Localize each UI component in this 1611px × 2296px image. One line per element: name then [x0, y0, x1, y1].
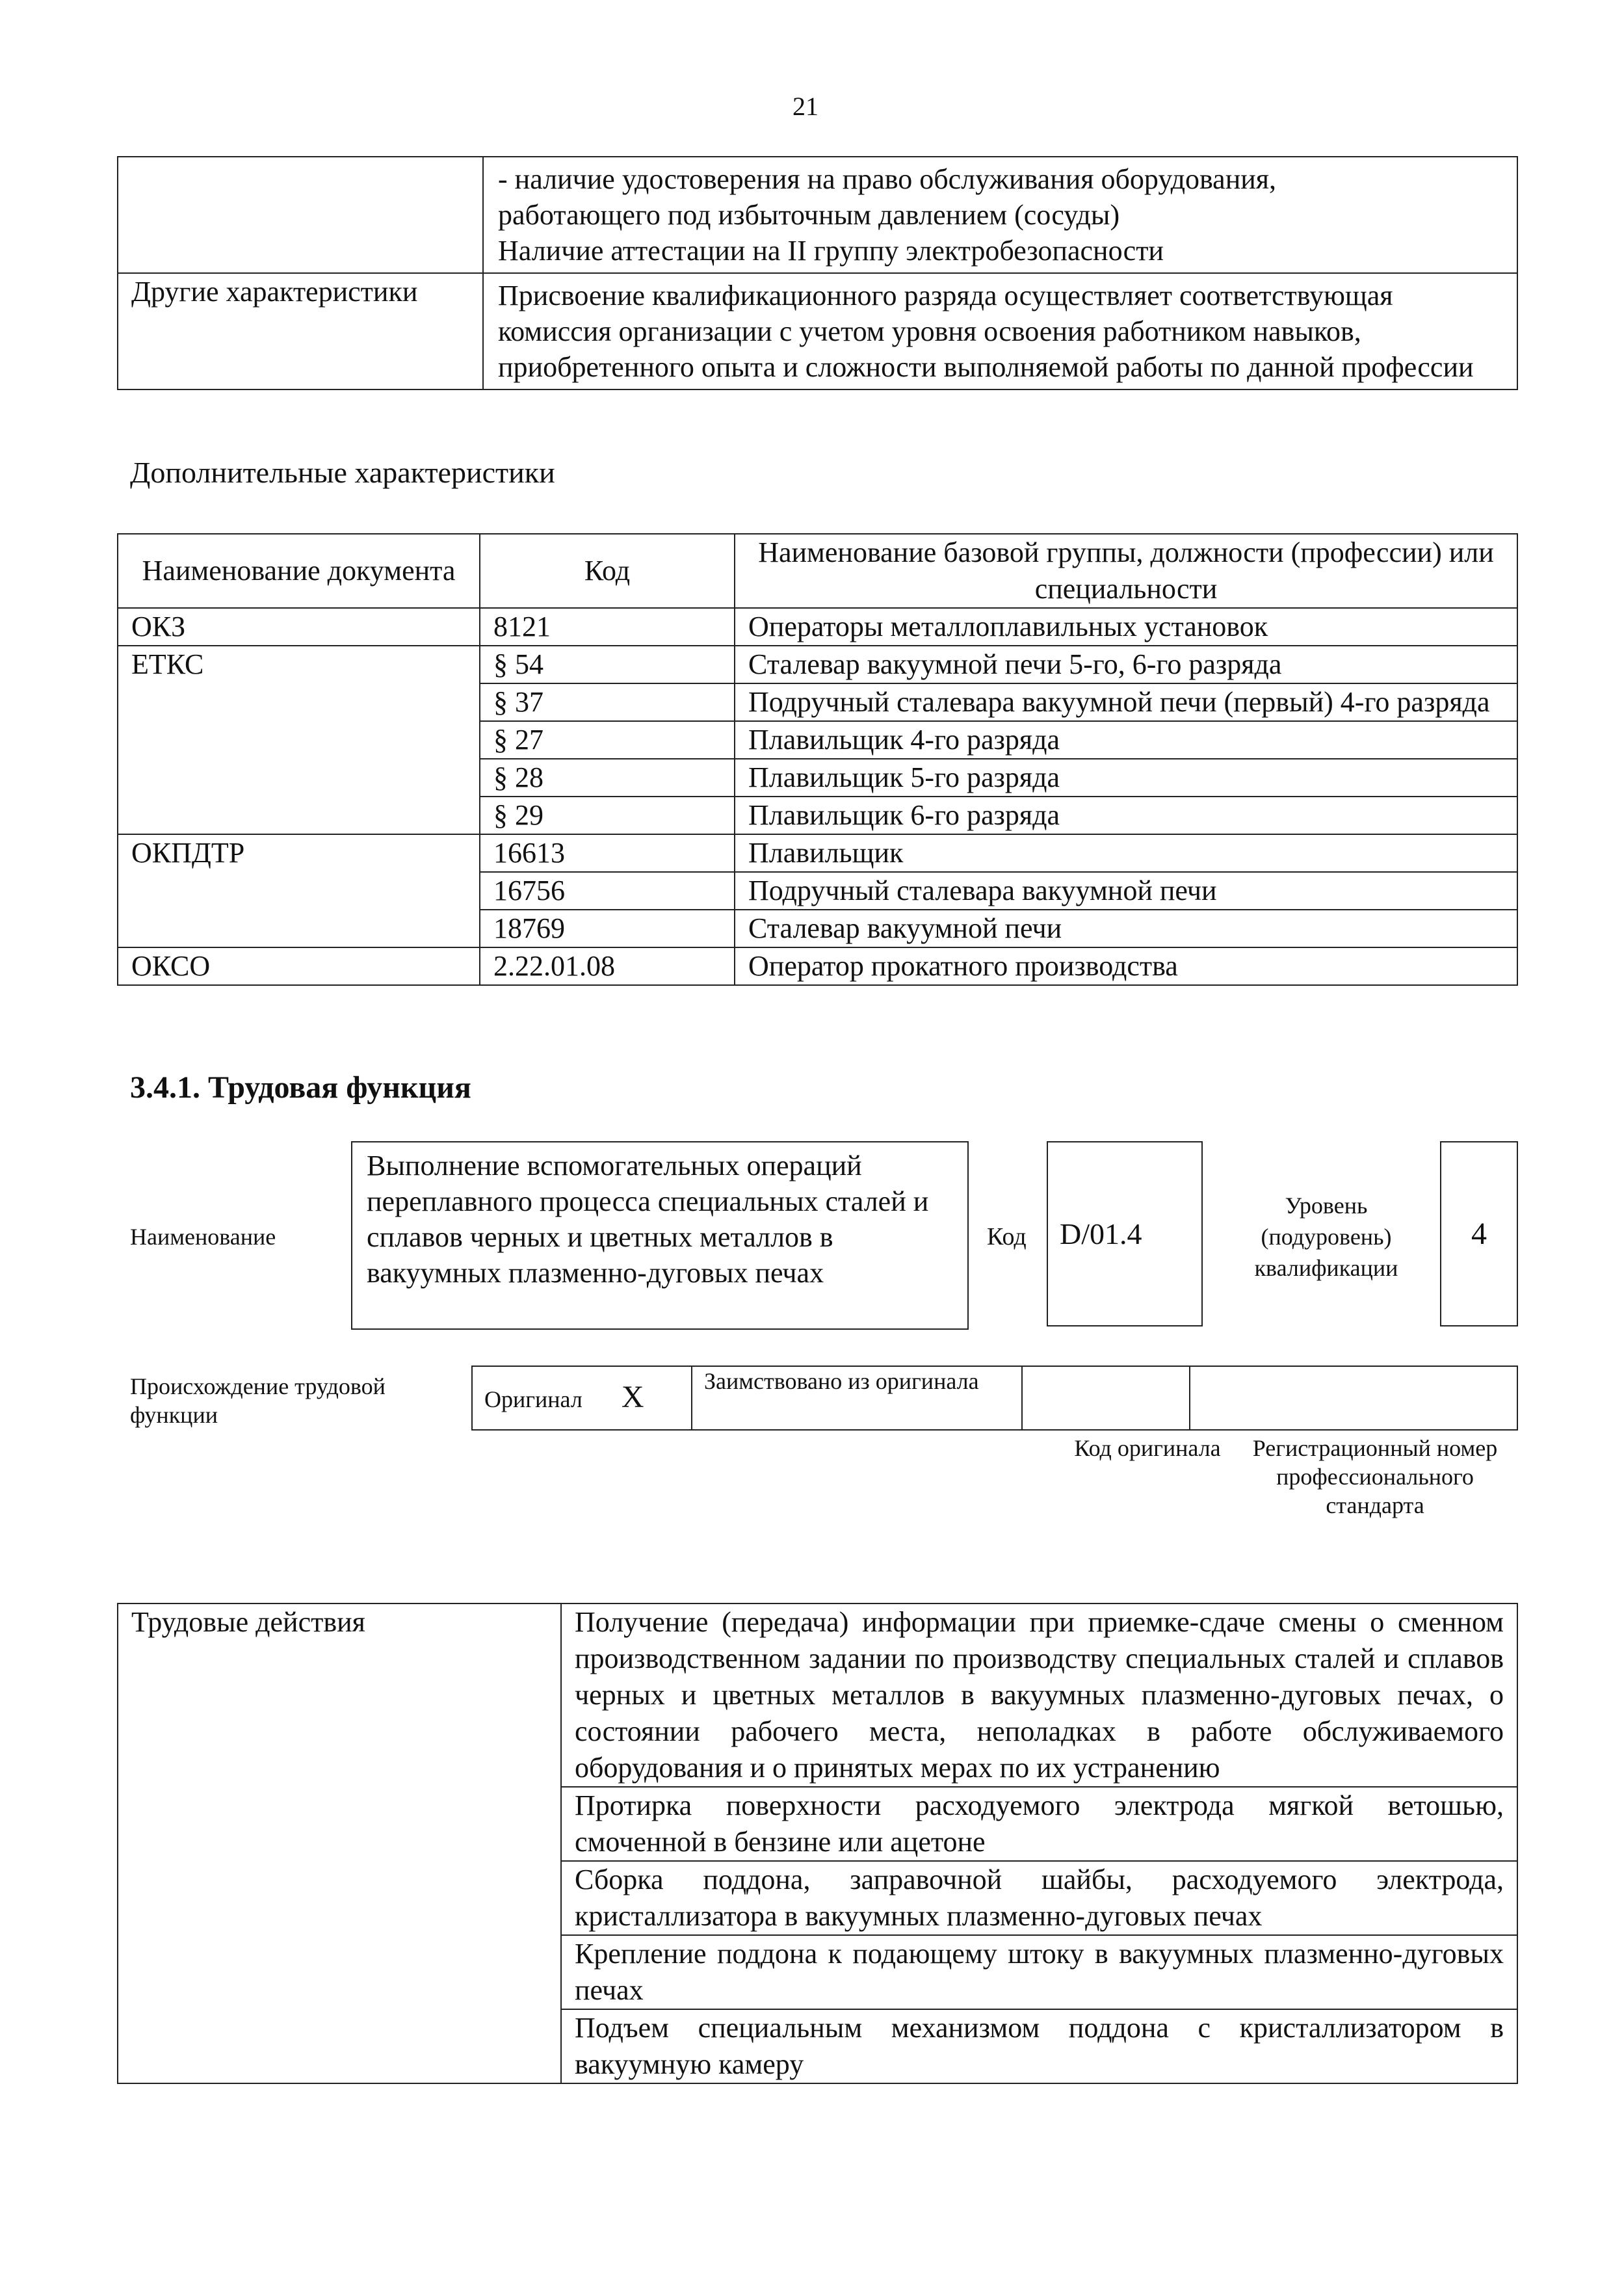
table-row — [118, 273, 1517, 389]
labour-action-item: Подъем специальным механизмом поддона с кристаллизатором в вакуумную камеру — [561, 2009, 1517, 2083]
requirements-empty-cell — [118, 157, 483, 273]
code-cell: § 37 — [480, 683, 735, 721]
table-row — [118, 608, 1517, 646]
code-cell: § 28 — [480, 759, 735, 797]
requirements-table — [117, 156, 1518, 390]
doc-cell: ЕТКС — [118, 646, 480, 834]
table-row — [472, 1366, 1517, 1430]
original-code-caption: Код оригинала — [1074, 1435, 1221, 1461]
labour-actions-label: Трудовые действия — [118, 1603, 561, 2083]
name-cell: Оператор прокатного производства — [735, 947, 1517, 985]
qualification-level-box: 4 — [1440, 1141, 1518, 1326]
name-cell: Плавильщик 6-го разряда — [735, 797, 1517, 834]
name-cell: Подручный сталевара вакуумной печи — [735, 872, 1517, 910]
original-label: Оригинал — [484, 1386, 583, 1412]
labour-action-item: Протирка поверхности расходуемого электрода мягкой ветошью, смоченной в бензине или ацетоне — [561, 1787, 1517, 1861]
code-cell: 8121 — [480, 608, 735, 646]
requirements-line: - наличие удостоверения на право обслуживания оборудования, — [498, 163, 1277, 195]
table-header-row — [118, 534, 1517, 608]
table-row — [118, 947, 1517, 985]
doc-cell: ОКПДТР — [118, 834, 480, 947]
requirements-text-cell — [483, 157, 1517, 273]
labour-action-item: Сборка поддона, заправочной шайбы, расходуемого электрода, кристаллизатора в вакуумных плазменно-дуговых печах — [561, 1861, 1517, 1935]
name-cell: Плавильщик — [735, 834, 1517, 872]
code-cell: § 29 — [480, 797, 735, 834]
header-code: Код — [480, 534, 735, 608]
labour-actions-table — [117, 1603, 1518, 2084]
code-cell: § 27 — [480, 721, 735, 759]
labour-action-item: Получение (передача) информации при приемке-сдаче смены о сменном производственном задании по производству специальных сталей и сплавов черных и цветных металлов в вакуумных плазменно-дуговых печах, о состоянии рабочего места, неполадках в работе обслуживаемого оборудования и о принятых мерах по их устранению — [561, 1603, 1517, 1787]
function-origin-label: Происхождение трудовой функции — [130, 1373, 386, 1428]
other-characteristics-label: Другие характеристики — [118, 273, 483, 389]
code-cell: 2.22.01.08 — [480, 947, 735, 985]
requirements-line: работающего под избыточным давлением (сосуды) — [498, 199, 1120, 231]
qualification-level-label: Уровень (подуровень) квалификации — [1254, 1193, 1398, 1281]
other-characteristics-text: Присвоение квалификационного разряда осуществляет соответствующая комиссия организации с учетом уровня освоения работником навыков, приобретенного опыта и сложности выполняемой работы по данной профессии — [483, 273, 1517, 389]
doc-cell: ОКЗ — [118, 608, 480, 646]
function-code-label: Код — [987, 1223, 1027, 1250]
function-name-box: Выполнение вспомогательных операций переплавного процесса специальных сталей и сплавов черных и цветных металлов в вакуумных плазменно-дуговых печах — [351, 1141, 969, 1330]
function-heading: 3.4.1. Трудовая функция — [130, 1070, 471, 1105]
origin-table — [471, 1366, 1518, 1431]
borrowed-cell: Заимствовано из оригинала — [692, 1366, 1022, 1430]
original-cell — [472, 1366, 692, 1430]
original-code-cell — [1022, 1366, 1190, 1430]
function-name-label: Наименование — [130, 1224, 276, 1250]
name-cell: Сталевар вакуумной печи 5-го, 6-го разряда — [735, 646, 1517, 683]
page-number: 21 — [792, 92, 819, 121]
extra-characteristics-table — [117, 533, 1518, 986]
registration-number-cell — [1190, 1366, 1517, 1430]
header-doc: Наименование документа — [118, 534, 480, 608]
table-row — [118, 157, 1517, 273]
original-mark: X — [621, 1379, 644, 1414]
extra-characteristics-caption: Дополнительные характеристики — [130, 456, 555, 489]
header-name: Наименование базовой группы, должности (профессии) или специальности — [735, 534, 1517, 608]
code-cell: 18769 — [480, 910, 735, 947]
table-row — [118, 646, 1517, 683]
doc-cell: ОКСО — [118, 947, 480, 985]
name-cell: Сталевар вакуумной печи — [735, 910, 1517, 947]
name-cell: Плавильщик 4-го разряда — [735, 721, 1517, 759]
requirements-line: Наличие аттестации на II группу электробезопасности — [498, 235, 1164, 267]
table-row — [118, 834, 1517, 872]
name-cell: Операторы металлоплавильных установок — [735, 608, 1517, 646]
name-cell: Подручный сталевара вакуумной печи (первый) 4-го разряда — [735, 683, 1517, 721]
code-cell: 16756 — [480, 872, 735, 910]
name-cell: Плавильщик 5-го разряда — [735, 759, 1517, 797]
registration-number-caption: Регистрационный номер профессионального стандарта — [1252, 1435, 1498, 1518]
code-cell: 16613 — [480, 834, 735, 872]
code-cell: § 54 — [480, 646, 735, 683]
function-code-box: D/01.4 — [1047, 1141, 1203, 1326]
labour-action-item: Крепление поддона к подающему штоку в вакуумных плазменно-дуговых печах — [561, 1935, 1517, 2009]
table-row — [118, 1603, 1517, 1787]
